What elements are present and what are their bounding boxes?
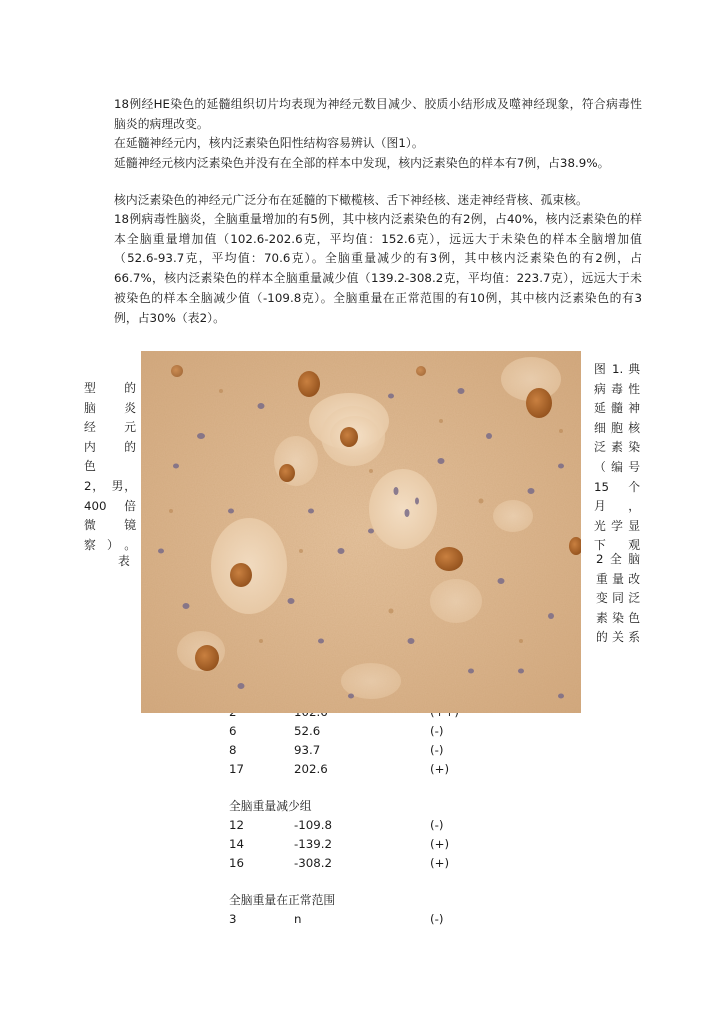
group-title-decrease: 全脑重量减少组	[229, 799, 312, 813]
figure-caption-right: 图 1. 典 病毒性 延髓神 细胞核 泛素染 （编号 15个月， 光学显 下 观	[594, 362, 640, 553]
table-caption-left: 表	[118, 554, 130, 568]
paragraph-brain-weight: 18例病毒性脑炎，全脑重量增加的有5例，其中核内泛素染色的有2例，占40%，核内泛素染色的样本全脑重量增加值（102.6-202.6克，平均值：152.6克），远远大于未染色的样本全脑增加值（52.6-93.7克，平均值：70.6克）。全脑重量减少的有3例，其中核内泛素染色的有2例，占66.7%，核内泛素染色的样本全脑重量减少值（139.2-308.2克，平均值：223.7克），远远大于未被染色的样本全脑减少值（-109.8克）。全脑重量在正常范围的有10例，其中核内泛素染色的有3例，占30%（表2）。	[114, 212, 642, 325]
micrograph-image	[141, 351, 581, 713]
group-title-normal: 全脑重量在正常范围	[229, 893, 336, 907]
figure-caption-left: 型 的 脑 炎 经 元 内 的 色 2， 男， 400 倍 微 镜 察）。	[84, 381, 136, 552]
micrograph-svg	[141, 351, 581, 713]
paragraph-ubiquitin-identify: 在延髓神经元内，核内泛素染色阳性结构容易辨认（图1）。	[114, 136, 424, 150]
paragraph-he-staining: 18例经HE染色的延髓组织切片均表现为神经元数目减少、胶质小结形成及噬神经现象，符合病毒性脑炎的病理改变。	[114, 97, 642, 131]
table-caption-right: 2全脑 重量改 变同泛 素染色 的关系	[596, 552, 640, 645]
paragraph-distribution: 核内泛素染色的神经元广泛分布在延髓的下橄榄核、舌下神经核、迷走神经背核、孤束核。	[114, 193, 588, 207]
paragraph-ubiquitin-ratio: 延髓神经元核内泛素染色并没有在全部的样本中发现，核内泛素染色的样本有7例，占38.9%。	[114, 156, 610, 170]
